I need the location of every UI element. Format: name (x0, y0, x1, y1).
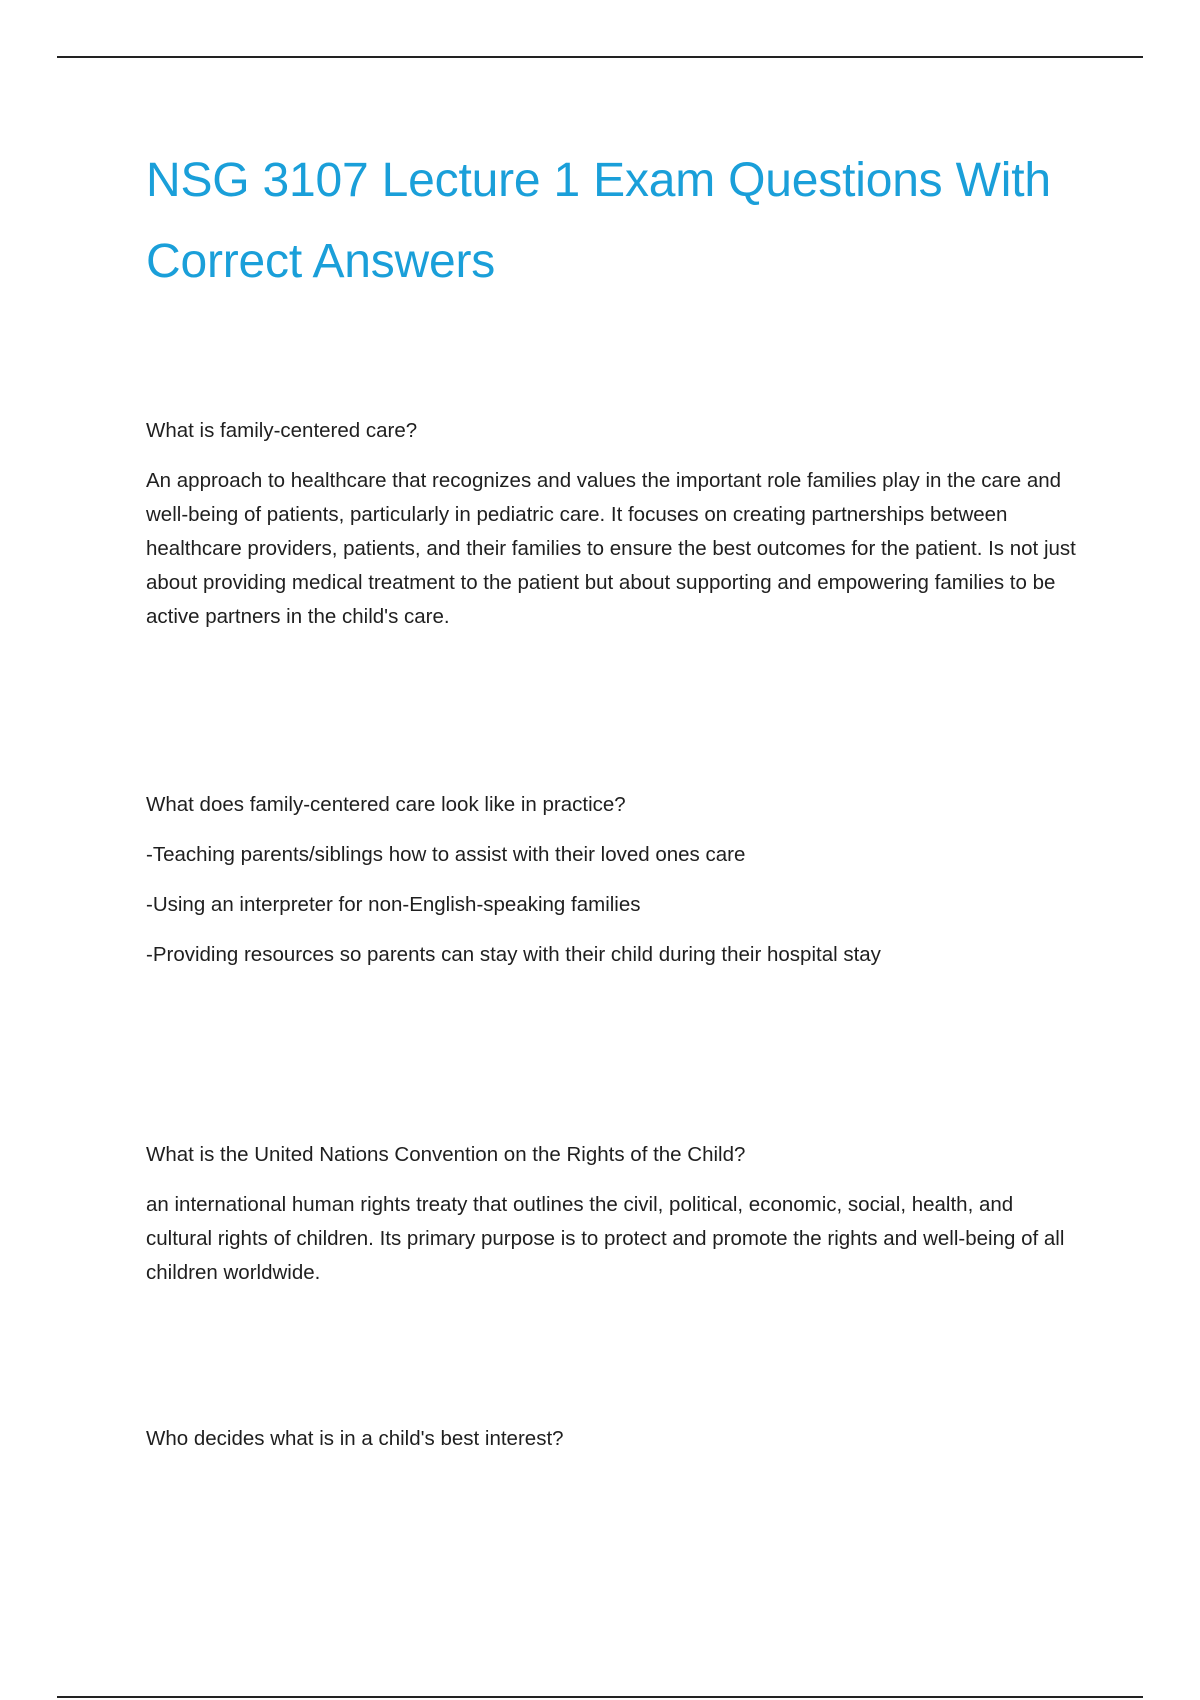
answer-bullet: -Using an interpreter for non-English-speaking families (146, 893, 641, 916)
question-text: What is family-centered care? (146, 419, 418, 442)
document-body (146, 140, 1076, 1456)
top-rule (57, 56, 1143, 58)
qa-item (146, 1422, 1076, 1456)
qa-item (146, 1138, 1076, 1290)
answer-bullet: -Providing resources so parents can stay with their child during their hospital stay (146, 943, 881, 966)
answer-block (146, 1188, 1076, 1290)
answer-block (146, 838, 1076, 972)
question-text: What does family-centered care look like in practice? (146, 793, 626, 816)
answer-text: An approach to healthcare that recognizes and values the important role families play in the care and well-being of patients, particularly in pediatric care. It focuses on creating partnerships between healthcare providers, patients, and their families to ensure the best outcomes for the patient. Is not just about providing medical treatment to the patient but about supporting and empowering families to be active partners in the child's care. (146, 469, 1076, 628)
bottom-rule (57, 1696, 1143, 1698)
answer-text: an international human rights treaty that outlines the civil, political, economic, social, health, and cultural rights of children. Its primary purpose is to protect and promote the rights and well-being of all children worldwide. (146, 1193, 1065, 1284)
answer-bullet: -Teaching parents/siblings how to assist with their loved ones care (146, 843, 746, 866)
qa-item (146, 788, 1076, 972)
question-text: What is the United Nations Convention on the Rights of the Child? (146, 1143, 746, 1166)
qa-item (146, 414, 1076, 634)
document-title: NSG 3107 Lecture 1 Exam Questions With Correct Answers (146, 154, 1051, 288)
question-text: Who decides what is in a child's best interest? (146, 1427, 564, 1450)
answer-block (146, 464, 1076, 634)
